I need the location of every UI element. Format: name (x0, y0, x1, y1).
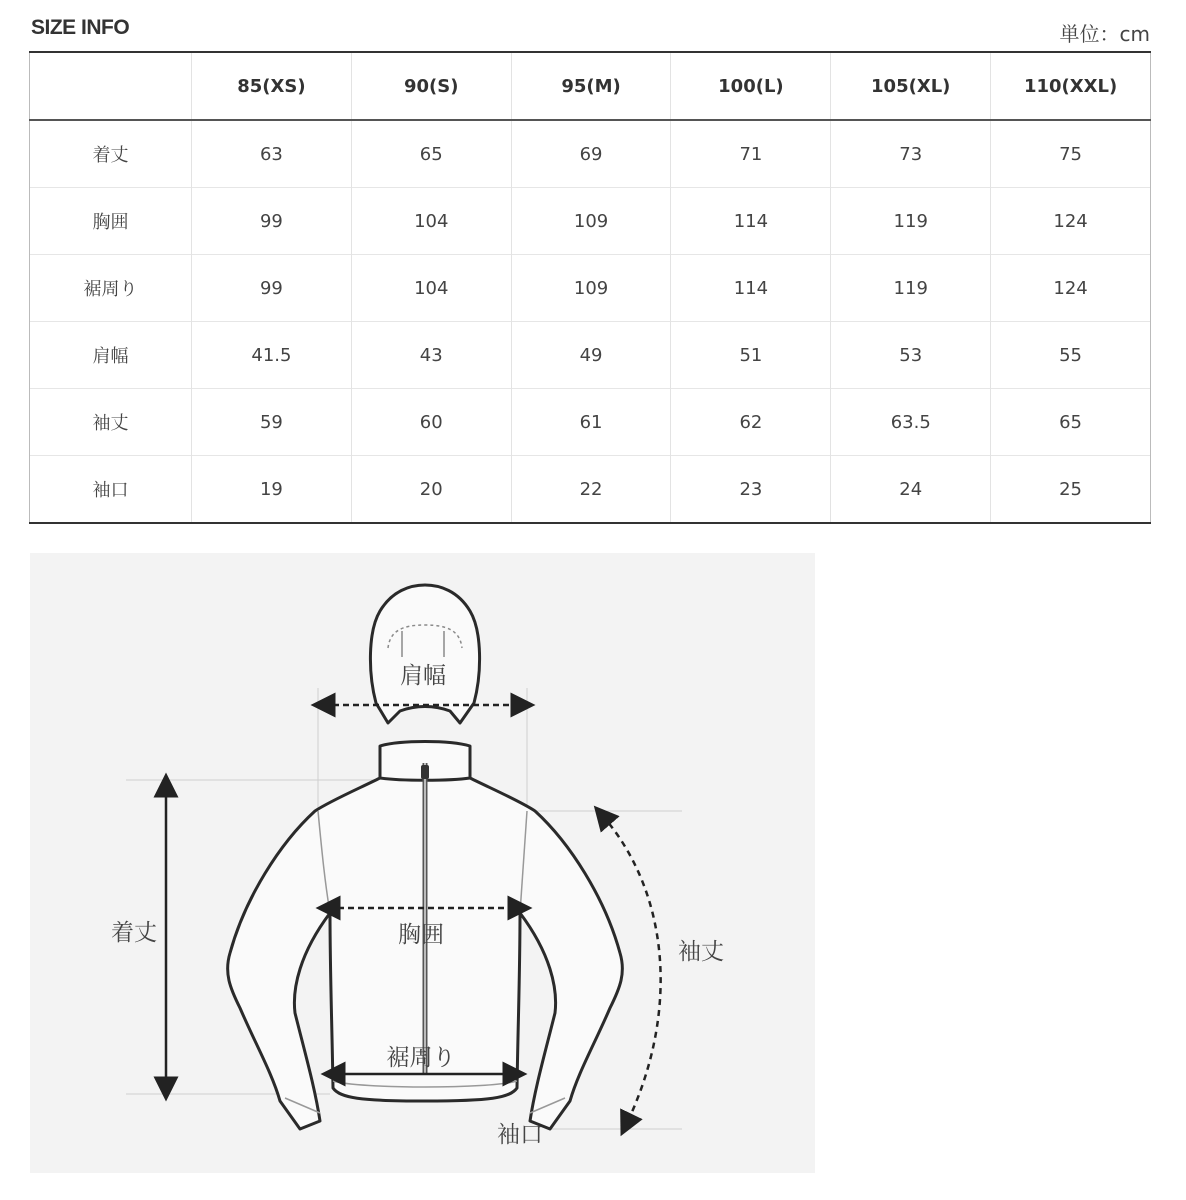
measurement-diagram (30, 553, 815, 1173)
table-cell: 59 (192, 389, 352, 456)
column-header: 105(XL) (831, 52, 991, 120)
table-cell: 71 (671, 120, 831, 188)
table-cell: 109 (511, 188, 671, 255)
table-cell: 124 (991, 255, 1151, 322)
column-header: 110(XXL) (991, 52, 1151, 120)
table-cell: 63.5 (831, 389, 991, 456)
table-cell: 49 (511, 322, 671, 389)
row-label: 裾周り (30, 255, 192, 322)
length-label: 着丈 (111, 920, 157, 946)
unit-label: 単位：cm (1059, 22, 1150, 46)
table-cell: 114 (671, 188, 831, 255)
page-title: SIZE INFO (31, 16, 130, 39)
table-cell: 60 (351, 389, 511, 456)
row-label: 着丈 (30, 120, 192, 188)
table-cell: 73 (831, 120, 991, 188)
table-cell: 25 (991, 456, 1151, 524)
table-row (30, 456, 1151, 524)
table-cell: 62 (671, 389, 831, 456)
table-cell: 69 (511, 120, 671, 188)
table-header-row (30, 52, 1151, 120)
table-cell: 99 (192, 255, 352, 322)
table-row (30, 389, 1151, 456)
table-cell: 43 (351, 322, 511, 389)
table-cell: 99 (192, 188, 352, 255)
table-cell: 20 (351, 456, 511, 524)
row-label: 肩幅 (30, 322, 192, 389)
table-cell: 104 (351, 255, 511, 322)
table-cell: 104 (351, 188, 511, 255)
row-label: 胸囲 (30, 188, 192, 255)
table-cell: 61 (511, 389, 671, 456)
table-row (30, 322, 1151, 389)
table-cell: 53 (831, 322, 991, 389)
table-cell: 65 (351, 120, 511, 188)
sleeve-label: 袖丈 (678, 939, 724, 965)
table-row (30, 188, 1151, 255)
jacket-illustration (30, 553, 815, 1173)
row-label: 袖丈 (30, 389, 192, 456)
cuff-label: 袖口 (497, 1122, 543, 1148)
table-row (30, 255, 1151, 322)
table-cell: 41.5 (192, 322, 352, 389)
table-cell: 23 (671, 456, 831, 524)
table-cell: 55 (991, 322, 1151, 389)
table-cell: 63 (192, 120, 352, 188)
table-cell: 24 (831, 456, 991, 524)
row-label: 袖口 (30, 456, 192, 524)
column-header: 95(M) (511, 52, 671, 120)
table-cell: 119 (831, 255, 991, 322)
table-cell: 75 (991, 120, 1151, 188)
column-header: 90(S) (351, 52, 511, 120)
table-cell: 119 (831, 188, 991, 255)
table-row (30, 120, 1151, 188)
table-cell: 109 (511, 255, 671, 322)
shoulder-label: 肩幅 (400, 663, 446, 689)
table-cell: 114 (671, 255, 831, 322)
table-cell: 51 (671, 322, 831, 389)
column-header: 85(XS) (192, 52, 352, 120)
hem-label: 裾周り (386, 1045, 456, 1071)
chest-label: 胸囲 (398, 922, 444, 948)
table-cell: 19 (192, 456, 352, 524)
table-cell: 22 (511, 456, 671, 524)
column-header (30, 52, 192, 120)
table-cell: 65 (991, 389, 1151, 456)
table-cell: 124 (991, 188, 1151, 255)
size-table (29, 51, 1151, 524)
column-header: 100(L) (671, 52, 831, 120)
hood-shape (370, 585, 479, 723)
